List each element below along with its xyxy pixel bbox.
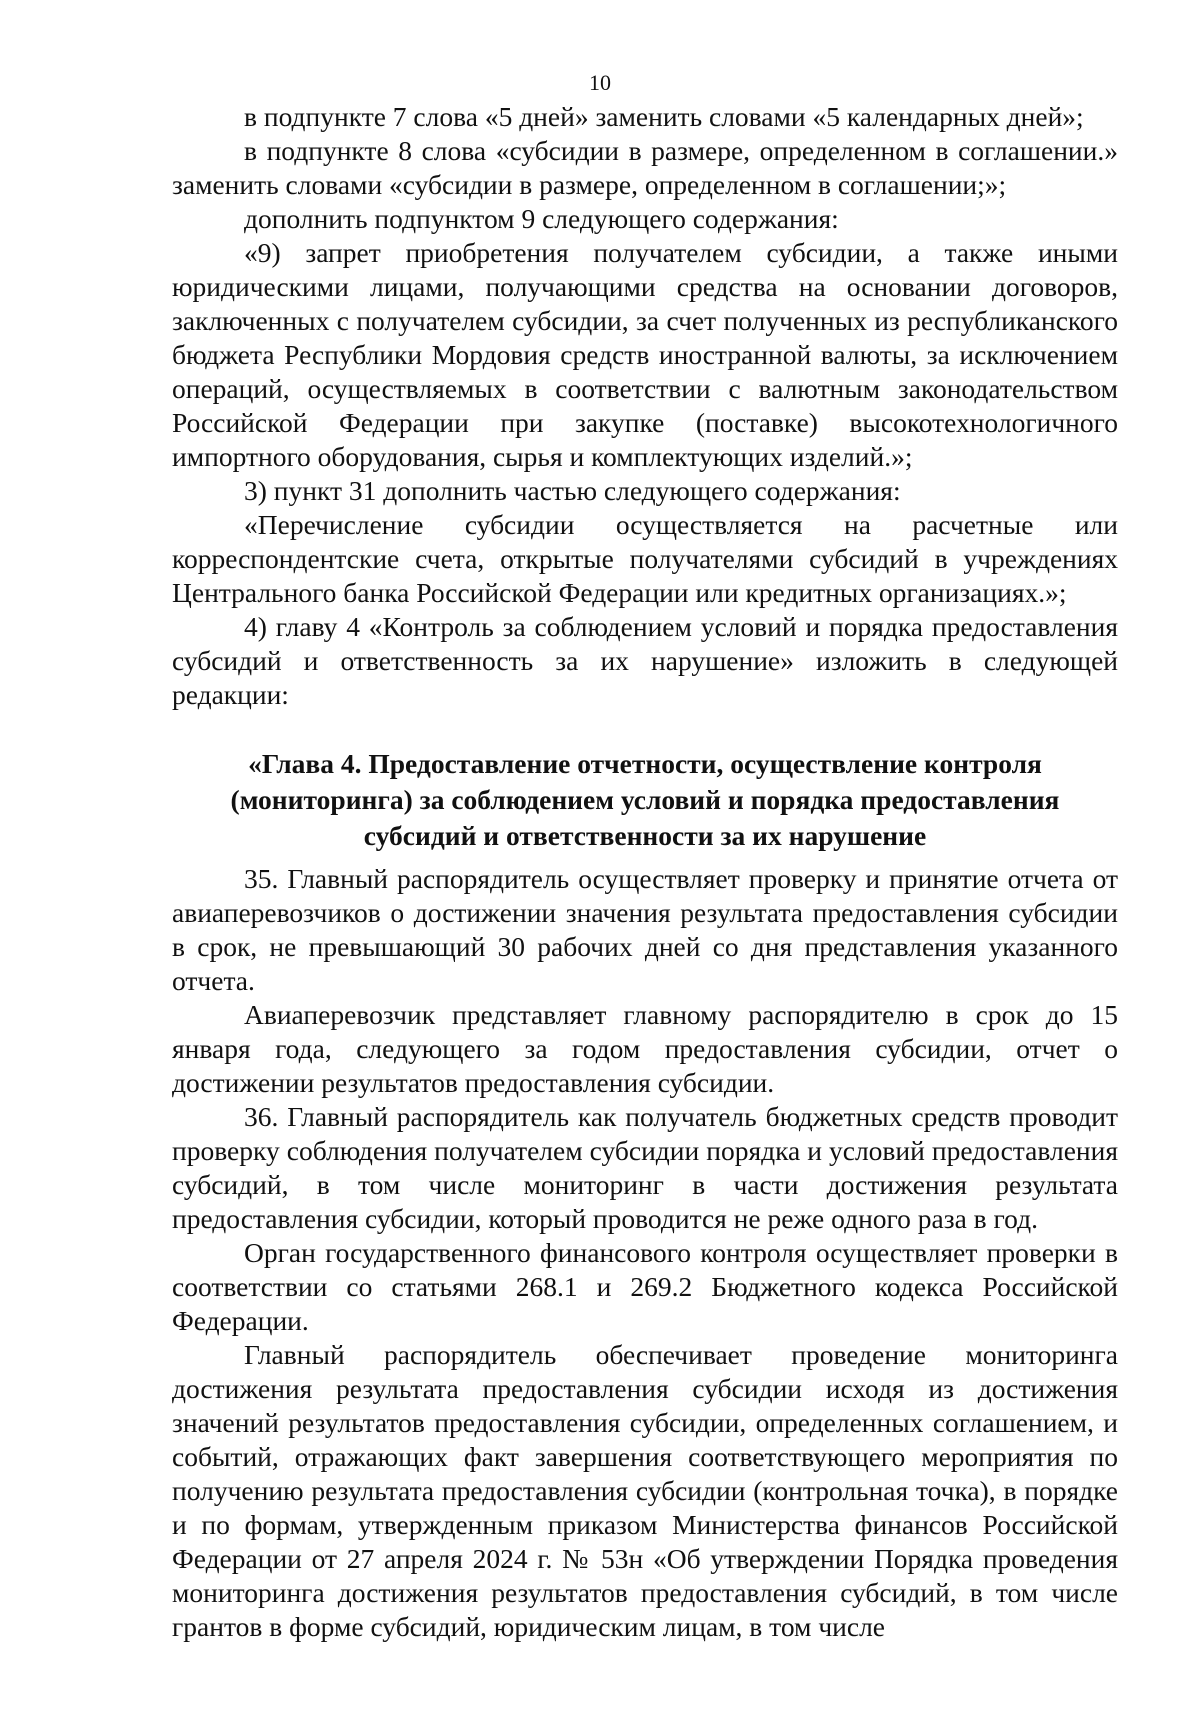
page-number: 10 [589, 70, 611, 95]
paragraph: 4) главу 4 «Контроль за соблюдением условий и порядка предоставления субсидий и ответственность за их нарушение» изложить в следующей редакции: [172, 611, 1118, 710]
paragraph: 3) пункт 31 дополнить частью следующего содержания: [244, 475, 901, 506]
paragraph: в подпункте 7 слова «5 дней» заменить словами «5 календарных дней»; [244, 101, 1084, 132]
paragraph: 36. Главный распорядитель как получатель бюджетных средств проводит проверку соблюдения получателем субсидии порядка и условий предоставления субсидий, в том числе мониторинг в части достижения результата предоставления субсидии, который проводится не реже одного раза в год. [172, 1101, 1118, 1234]
paragraph: Главный распорядитель обеспечивает проведение мониторинга достижения результата предоставления субсидии исходя из достижения значений результатов предоставления субсидии, определенных соглашением, и событий, отражающих факт завершения соответствующего мероприятия по получению результата предоставления субсидии (контрольная точка), в порядке и по формам, утвержденным приказом Министерства финансов Российской Федерации от 27 апреля 2024 г. № 53н «Об утверждении Порядка проведения мониторинга достижения результатов предоставления субсидий, в том числе грантов в форме субсидий, юридическим лицам, в том числе [172, 1339, 1118, 1642]
paragraph: Орган государственного финансового контроля осуществляет проверки в соответствии со статьями 268.1 и 269.2 Бюджетного кодекса Российской Федерации. [172, 1237, 1118, 1336]
paragraph: дополнить подпунктом 9 следующего содержания: [244, 203, 839, 234]
chapter-heading: «Глава 4. Предоставление отчетности, осуществление контроля (мониторинга) за соблюдением условий и порядка предоставления субсидий и ответственности за их нарушение [230, 748, 1060, 851]
document-body [172, 100, 1118, 1644]
paragraph: в подпункте 8 слова «субсидии в размере, определенном в соглашении.» заменить словами «субсидии в размере, определенном в соглашении;»; [172, 135, 1118, 200]
paragraph: Авиаперевозчик представляет главному распорядителю в срок до 15 января года, следующего за годом предоставления субсидии, отчет о достижении результатов предоставления субсидии. [172, 999, 1118, 1098]
paragraph: «9) запрет приобретения получателем субсидии, а также иными юридическими лицами, получающими средства на основании договоров, заключенных с получателем субсидии, за счет полученных из республиканского бюджета Республики Мордовия средств иностранной валюты, за исключением операций, осуществляемых в соответствии с валютным законодательством Российской Федерации при закупке (поставке) высокотехнологичного импортного оборудования, сырья и комплектующих изделий.»; [172, 237, 1118, 472]
paragraph: «Перечисление субсидии осуществляется на расчетные или корреспондентские счета, открытые получателями субсидий в учреждениях Центрального банка Российской Федерации или кредитных организациях.»; [172, 509, 1118, 608]
paragraph: 35. Главный распорядитель осуществляет проверку и принятие отчета от авиаперевозчиков о достижении значения результата предоставления субсидии в срок, не превышающий 30 рабочих дней со дня представления указанного отчета. [172, 863, 1118, 996]
